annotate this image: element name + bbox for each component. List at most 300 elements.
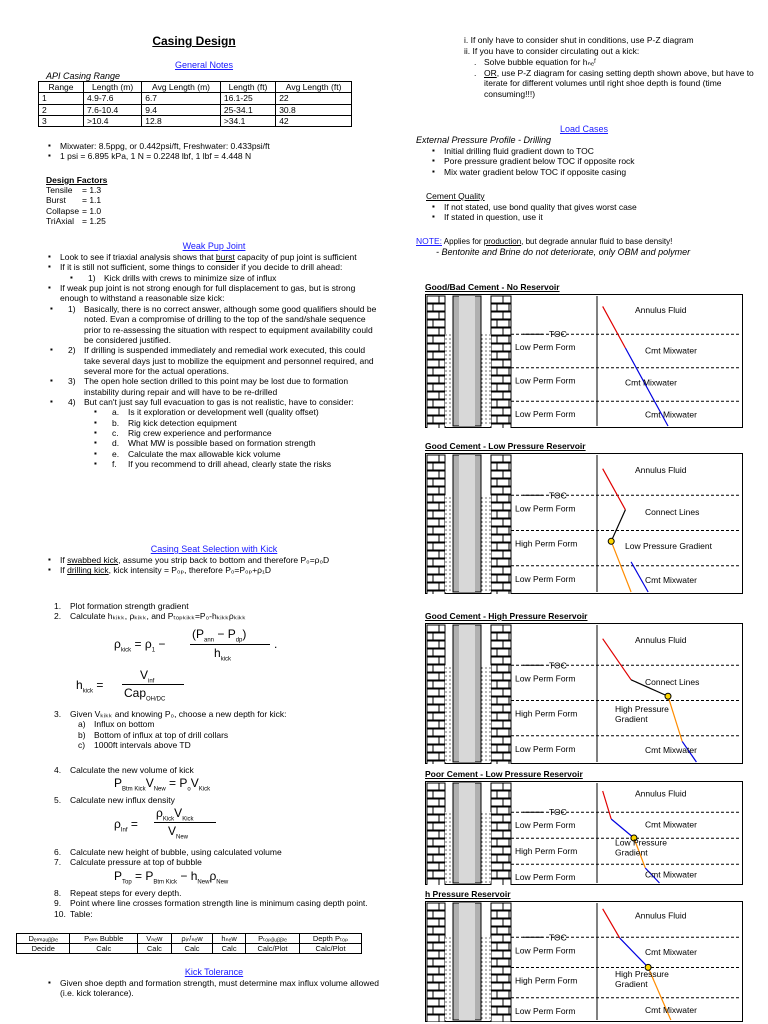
brick xyxy=(439,392,445,399)
brick xyxy=(427,559,433,566)
brick xyxy=(503,935,511,942)
factor-value: = 1.25 xyxy=(82,216,106,227)
brick xyxy=(509,416,511,423)
brick xyxy=(509,575,511,582)
brick xyxy=(509,807,511,814)
brick xyxy=(427,527,433,534)
cement-annulus-left xyxy=(445,812,453,883)
brick xyxy=(427,863,439,870)
casing-highlight xyxy=(459,783,475,883)
brick xyxy=(439,408,445,415)
brick xyxy=(491,328,503,335)
brick xyxy=(503,863,511,870)
brick xyxy=(491,831,503,838)
brick xyxy=(509,304,511,311)
brick xyxy=(503,471,511,478)
brick xyxy=(427,408,439,415)
steps-list-4 xyxy=(46,795,368,805)
brick xyxy=(427,935,439,942)
list-item: ▪ Mix water gradient below TOC if opposite casing xyxy=(442,167,762,177)
list-item: ▪ e. Calculate the max allowable kick volume xyxy=(104,449,380,459)
brick xyxy=(497,649,509,656)
brick xyxy=(491,713,497,720)
text: OR xyxy=(484,68,497,78)
cement-annulus-right xyxy=(481,937,491,1020)
brick xyxy=(439,567,445,574)
cement-diagram xyxy=(425,623,743,764)
brick xyxy=(427,657,439,664)
brick xyxy=(491,320,497,327)
table-cell: Calc xyxy=(213,944,246,954)
list-item: ▪ Initial drilling fluid gradient down to TOC xyxy=(442,146,762,156)
brick xyxy=(439,625,445,632)
brick xyxy=(491,336,497,343)
brick xyxy=(503,847,511,854)
brick xyxy=(503,799,511,806)
text: If you recommend to drill ahead, clearly state the risks xyxy=(128,459,332,470)
brick xyxy=(439,935,445,942)
brick xyxy=(491,312,503,319)
brick xyxy=(427,519,439,526)
brick xyxy=(497,943,509,950)
profile-label: Connect Lines xyxy=(645,677,700,688)
brick xyxy=(427,745,433,752)
brick xyxy=(439,983,445,990)
brick xyxy=(491,471,503,478)
brick xyxy=(427,471,439,478)
list-item: ▪ 1 psi = 6.895 kPa, 1 N = 0.2248 lbf, 1 lbf = 4.448 N xyxy=(58,151,378,161)
brick xyxy=(491,911,497,918)
brick xyxy=(491,943,497,950)
pz-note-ii-b: . OR, use P-Z diagram for casing setting depth shown above, but have to iterate for different volumes until right shoe depth is found (time consuming!!!) xyxy=(474,68,754,99)
formation-label: High Perm Form xyxy=(515,975,578,986)
list-item: 1. Plot formation strength gradient xyxy=(54,601,189,611)
brick xyxy=(509,352,511,359)
text: Rig kick detection equipment xyxy=(128,417,237,428)
brick xyxy=(497,681,509,688)
brick xyxy=(427,360,439,367)
brick xyxy=(491,376,503,383)
cement-annulus-right xyxy=(481,812,491,883)
brick xyxy=(439,503,445,510)
brick xyxy=(427,535,439,542)
brick xyxy=(491,519,503,526)
brick xyxy=(497,665,509,672)
text: Table: xyxy=(70,908,93,919)
brick xyxy=(439,753,445,760)
brick xyxy=(497,633,509,640)
brick xyxy=(427,689,439,696)
brick xyxy=(427,753,439,760)
intersection-point xyxy=(608,538,614,544)
brick xyxy=(491,344,503,351)
table-header: Length (ft) xyxy=(220,82,275,93)
table-cell: 4.9-7.6 xyxy=(84,93,142,104)
brick xyxy=(439,583,445,590)
brick xyxy=(509,665,511,672)
brick xyxy=(503,625,511,632)
brick xyxy=(433,649,445,656)
brick xyxy=(439,535,445,542)
brick xyxy=(439,471,445,478)
brick xyxy=(491,408,503,415)
brick xyxy=(433,495,445,502)
table-row xyxy=(17,944,362,954)
profile-label: Cmt Mixwater xyxy=(645,345,697,356)
brick xyxy=(509,633,511,640)
list-item: ▪ 3) The open hole section drilled to this point may be lost due to formation instability during repair and will have to be re-drilled xyxy=(60,376,380,397)
brick xyxy=(509,649,511,656)
note-line-2: - Bentonite and Brine do not deteriorate, only OBM and polymer xyxy=(436,247,691,257)
profile-label: Gradient xyxy=(615,978,648,989)
formation-label: Low Perm Form xyxy=(515,573,576,584)
brick xyxy=(427,368,433,375)
brick xyxy=(497,495,509,502)
text: , kick intensity = P₀ₚ, therefore P₀=P₀ₚ+ρ₁D xyxy=(108,565,272,576)
brick xyxy=(491,815,503,822)
profile-label: Gradient xyxy=(615,847,648,858)
brick xyxy=(497,807,509,814)
brick xyxy=(439,831,445,838)
brick xyxy=(433,871,445,878)
brick xyxy=(503,783,511,790)
brick xyxy=(491,689,503,696)
brick xyxy=(433,729,445,736)
brick xyxy=(491,384,497,391)
text: capacity of pup joint is sufficient xyxy=(234,252,357,262)
profile-label: High Pressure xyxy=(615,704,669,715)
brick xyxy=(503,737,511,744)
brick xyxy=(433,416,445,423)
factor-label: TriAxial xyxy=(46,216,75,227)
brick xyxy=(427,911,433,918)
brick xyxy=(491,761,497,764)
brick xyxy=(503,583,511,590)
profile-label: Annulus Fluid xyxy=(635,634,687,645)
brick xyxy=(491,583,503,590)
brick xyxy=(491,863,503,870)
brick xyxy=(439,799,445,806)
brick xyxy=(491,935,503,942)
brick xyxy=(491,304,497,311)
brick xyxy=(503,376,511,383)
brick xyxy=(497,959,509,966)
brick xyxy=(439,657,445,664)
brick xyxy=(503,328,511,335)
brick xyxy=(509,943,511,950)
toc-label: TOC xyxy=(549,660,567,671)
brick xyxy=(427,855,433,862)
brick xyxy=(433,479,445,486)
steps-list-3 xyxy=(46,765,368,775)
note-label: NOTE: xyxy=(416,236,442,246)
brick xyxy=(427,975,433,982)
brick xyxy=(427,336,433,343)
table-cell: Calc xyxy=(171,944,212,954)
brick xyxy=(433,761,445,764)
brick xyxy=(503,487,511,494)
brick xyxy=(427,543,433,550)
brick xyxy=(491,967,503,974)
brick xyxy=(439,312,445,319)
brick xyxy=(491,368,497,375)
brick xyxy=(491,879,503,885)
profile-label: Annulus Fluid xyxy=(635,910,687,921)
formation-label: Low Perm Form xyxy=(515,409,576,420)
brick xyxy=(491,681,497,688)
brick xyxy=(509,384,511,391)
brick xyxy=(497,320,509,327)
text: If weak pup joint is not strong enough for full displacement to gas, but is strong enough to withstand a reasonable size kick: xyxy=(60,283,356,304)
text: Rig crew experience and performance xyxy=(128,428,272,439)
brick xyxy=(497,368,509,375)
panel-title: Poor Cement - Low Pressure Reservoir xyxy=(425,769,583,779)
profile-label: High Pressure xyxy=(615,968,669,979)
brick xyxy=(439,903,445,910)
brick xyxy=(427,641,439,648)
pz-note-ii-a: . Solve bubble equation for hₙₑᶠ xyxy=(474,57,596,67)
panel-title: Good/Bad Cement - No Reservoir xyxy=(425,282,560,292)
kick-tolerance-list xyxy=(46,978,380,999)
brick xyxy=(439,551,445,558)
brick xyxy=(503,535,511,542)
brick xyxy=(433,1007,445,1014)
design-factors-heading: Design Factors xyxy=(46,175,108,185)
brick xyxy=(509,495,511,502)
list-item: 3. Given Vₖᵢₖₖ and knowing P₀, choose a new depth for kick: a) Influx on bottom b) Bottom of influx at top of drill collars c) 1000ft intervals above TD xyxy=(46,709,368,750)
brick xyxy=(497,304,509,311)
table-header: Avg Length (m) xyxy=(142,82,221,93)
brick xyxy=(427,737,439,744)
text: Bottom of influx at top of drill collars xyxy=(94,729,229,740)
list-item: c) 1000ft intervals above TD xyxy=(78,740,191,751)
brick xyxy=(439,863,445,870)
text: Kick drills with crews to minimize size of influx xyxy=(104,272,277,283)
brick xyxy=(503,815,511,822)
table-row xyxy=(39,104,352,115)
brick xyxy=(503,831,511,838)
brick xyxy=(427,839,433,846)
brick xyxy=(439,296,445,303)
list-item: ▪ 4) But can't just say full evacuation to gas is not realistic, have to consider: ▪ a. Is it exploration or development well (quality offset) ▪ b. Rig kick detection equipment ▪ c. Rig crew experience and performance ▪ d. What MW is possible based on formation strength ▪ e. Calculate the max allowable kick volume ▪ f. If you recommend to drill ahead, clearly state the risks xyxy=(60,397,380,470)
brick xyxy=(503,312,511,319)
casing-highlight xyxy=(459,903,475,1020)
brick xyxy=(497,527,509,534)
brick xyxy=(427,879,439,885)
table-cell: 6.7 xyxy=(142,93,221,104)
brick xyxy=(509,368,511,375)
brick xyxy=(427,495,433,502)
brick xyxy=(497,416,509,423)
table-header: Pₜₒₚᵦᵤᵦᵦₗₑ xyxy=(245,934,299,944)
brick xyxy=(427,999,439,1006)
brick xyxy=(503,392,511,399)
brick xyxy=(427,847,439,854)
brick xyxy=(433,575,445,582)
profile-label: Annulus Fluid xyxy=(635,464,687,475)
brick xyxy=(491,400,497,407)
brick xyxy=(433,304,445,311)
brick xyxy=(491,783,503,790)
profile-label: Cmt Mixwater xyxy=(625,377,677,388)
brick xyxy=(427,665,433,672)
influx-density-formula: $\rho_{Inf}$ = $\rho_{Kick}V_{Kick}$ $V_{New}$ xyxy=(114,806,264,842)
brick xyxy=(497,871,509,878)
brick xyxy=(433,463,445,470)
brick xyxy=(509,527,511,534)
brick xyxy=(439,689,445,696)
brick xyxy=(439,919,445,926)
general-notes-heading: General Notes xyxy=(174,60,234,70)
table-cell: 3 xyxy=(39,116,84,127)
text: Calculate hₖᵢₖₖ, ρₖᵢₖₖ, and Pₜₒₚₖᵢₖₖ=P₀-hₖᵢₖₖρₖᵢₖₖ xyxy=(70,611,246,622)
brick xyxy=(427,392,439,399)
brick xyxy=(433,681,445,688)
brick xyxy=(427,633,433,640)
brick xyxy=(439,360,445,367)
steps-list-5 xyxy=(46,847,368,868)
toc-label: TOC xyxy=(549,807,567,818)
brick xyxy=(433,713,445,720)
list-item xyxy=(46,185,166,195)
panel-title: Good Cement - High Pressure Reservoir xyxy=(425,611,588,621)
brick xyxy=(433,384,445,391)
brick xyxy=(491,807,497,814)
brick xyxy=(427,1015,439,1022)
brick xyxy=(427,479,433,486)
text: Calculate new influx density xyxy=(70,795,175,805)
brick xyxy=(503,551,511,558)
brick xyxy=(439,999,445,1006)
brick xyxy=(433,745,445,752)
text: , but degrade annular fluid to base density! xyxy=(521,237,673,246)
brick xyxy=(439,673,445,680)
text: Plot formation strength gradient xyxy=(70,601,189,611)
brick xyxy=(491,551,503,558)
brick xyxy=(491,665,497,672)
formation-label: Low Perm Form xyxy=(515,1005,576,1016)
list-item xyxy=(46,206,166,216)
text: Applies for xyxy=(441,237,484,246)
api-casing-caption: API Casing Range xyxy=(46,71,121,81)
brick xyxy=(427,625,439,632)
brick xyxy=(439,344,445,351)
profile-label: Low Pressure Gradient xyxy=(625,541,712,552)
brick xyxy=(427,791,433,798)
brick xyxy=(491,791,497,798)
table-row xyxy=(39,116,352,127)
table-cell: Calc/Plot xyxy=(300,944,362,954)
brick xyxy=(497,745,509,752)
load-cases-heading: Load Cases xyxy=(559,124,609,134)
cement-annulus-left xyxy=(445,937,453,1020)
brick xyxy=(491,495,497,502)
cement-annulus-left xyxy=(445,665,453,762)
formation-label: Low Perm Form xyxy=(515,820,576,831)
brick xyxy=(491,737,503,744)
brick xyxy=(427,783,439,790)
brick xyxy=(491,641,503,648)
brick xyxy=(497,697,509,704)
brick xyxy=(491,535,503,542)
text: Look to see if triaxial analysis shows that xyxy=(60,252,216,262)
brick xyxy=(491,673,503,680)
brick xyxy=(433,400,445,407)
brick xyxy=(491,392,503,399)
brick xyxy=(491,511,497,518)
table-cell: 1 xyxy=(39,93,84,104)
page-title: Casing Design xyxy=(152,34,236,48)
brick xyxy=(509,791,511,798)
brick xyxy=(427,831,439,838)
list-item xyxy=(46,195,166,205)
brick xyxy=(509,855,511,862)
brick xyxy=(427,416,433,423)
brick xyxy=(427,511,433,518)
brick xyxy=(439,967,445,974)
brick xyxy=(427,304,433,311)
list-item: ▪ a. Is it exploration or development well (quality offset) xyxy=(104,407,380,417)
brick xyxy=(433,927,445,934)
brick xyxy=(491,927,497,934)
toc-label: TOC xyxy=(549,932,567,943)
brick xyxy=(497,479,509,486)
brick xyxy=(433,559,445,566)
cement-annulus-right xyxy=(481,334,491,426)
table-header: Range xyxy=(39,82,84,93)
brick xyxy=(433,665,445,672)
brick xyxy=(439,487,445,494)
brick xyxy=(427,503,439,510)
list-item: 7. Calculate pressure at top of bubble xyxy=(54,857,202,868)
list-item: ▪ Mixwater: 8.5ppg, or 0.442psi/ft, Freshwater: 0.433psi/ft xyxy=(58,141,378,151)
text: If it is still not sufficient, some things to consider if you decide to drill ahead: xyxy=(60,262,343,273)
table-cell: 16.1-25 xyxy=(220,93,275,104)
brick xyxy=(439,376,445,383)
brick xyxy=(509,729,511,736)
brick xyxy=(439,815,445,822)
list-item: ▪ f. If you recommend to drill ahead, clearly state the risks xyxy=(104,459,380,469)
list-item xyxy=(58,565,380,575)
brick xyxy=(503,567,511,574)
list-item: b) Bottom of influx at top of drill collars xyxy=(78,729,229,740)
brick xyxy=(503,879,511,885)
brick xyxy=(433,368,445,375)
brick xyxy=(503,951,511,958)
brick xyxy=(491,424,503,428)
brick xyxy=(491,919,503,926)
brick xyxy=(427,983,439,990)
formation-label: High Perm Form xyxy=(515,846,578,857)
brick xyxy=(503,673,511,680)
brick xyxy=(427,376,439,383)
brick xyxy=(491,991,497,998)
brick xyxy=(433,823,445,830)
cement-annulus-right xyxy=(481,665,491,762)
casing-seat-list xyxy=(46,555,380,576)
brick xyxy=(427,959,433,966)
brick xyxy=(427,967,439,974)
text: But can't just say full evacuation to gas is not realistic, have to consider: xyxy=(84,397,354,408)
table-cell: 12.8 xyxy=(142,116,221,127)
profile-label: Connect Lines xyxy=(645,507,700,518)
brick xyxy=(497,791,509,798)
brick xyxy=(497,713,509,720)
steps-list xyxy=(46,601,366,622)
brick xyxy=(503,705,511,712)
api-casing-table xyxy=(38,81,352,127)
profile-label: Gradient xyxy=(615,714,648,725)
